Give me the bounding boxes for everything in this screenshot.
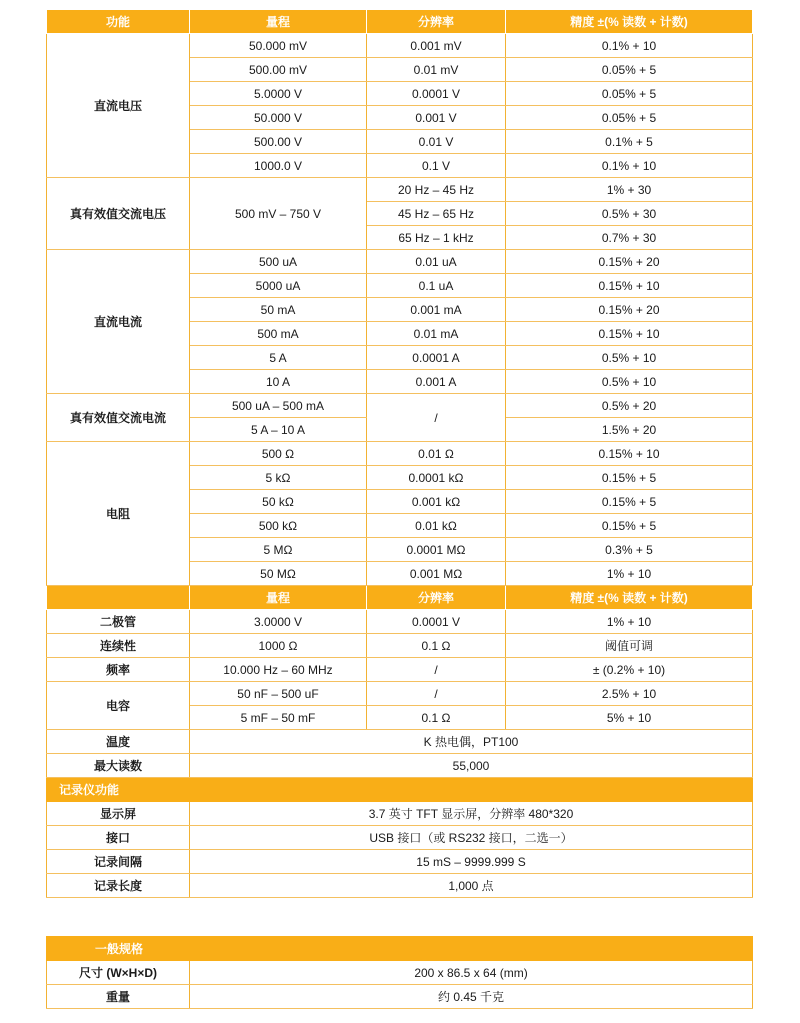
cell-range: 1000.0 V [190, 154, 367, 178]
section-header [47, 937, 753, 961]
cell-range: 50 mA [190, 298, 367, 322]
header-range: 量程 [190, 586, 367, 610]
table-row [47, 634, 753, 658]
cell-range: 50 kΩ [190, 490, 367, 514]
cell-resolution: 0.01 V [367, 130, 506, 154]
header-range: 量程 [190, 10, 367, 34]
table-row [47, 682, 753, 706]
cell-range: 500 Ω [190, 442, 367, 466]
cell-resolution: 45 Hz – 65 Hz [367, 202, 506, 226]
table-row [47, 442, 753, 466]
cell-range: 10 A [190, 370, 367, 394]
table-row [47, 961, 753, 985]
table-row [47, 178, 753, 202]
table-row [47, 874, 753, 898]
general-spec-table [46, 936, 753, 1009]
general-title: 一般规格 [47, 937, 753, 961]
cell-resolution: 0.0001 V [367, 610, 506, 634]
cell-accuracy: 0.15% + 10 [506, 322, 753, 346]
cell-resolution: 0.1 V [367, 154, 506, 178]
cell-range: 5.0000 V [190, 82, 367, 106]
cell-resolution: 0.01 mA [367, 322, 506, 346]
table-row [47, 34, 753, 58]
cell-accuracy: 0.15% + 20 [506, 298, 753, 322]
row-label: 重量 [47, 985, 190, 1009]
cell-resolution: 20 Hz – 45 Hz [367, 178, 506, 202]
cell-accuracy: 1% + 30 [506, 178, 753, 202]
frequency-label: 频率 [47, 658, 190, 682]
cell-resolution: / [367, 658, 506, 682]
row-value: 3.7 英寸 TFT 显示屏，分辨率 480*320 [190, 802, 753, 826]
cell-accuracy: 0.5% + 10 [506, 346, 753, 370]
dc-current-label: 直流电流 [47, 250, 190, 394]
cell-accuracy: ± (0.2% + 10) [506, 658, 753, 682]
cell-accuracy: 0.05% + 5 [506, 58, 753, 82]
row-value: 15 mS – 9999.999 S [190, 850, 753, 874]
cell-resolution: / [367, 394, 506, 442]
cell-resolution: 0.001 mV [367, 34, 506, 58]
ac-current-label: 真有效值交流电流 [47, 394, 190, 442]
resistance-label: 电阻 [47, 442, 190, 586]
capacitance-label: 电容 [47, 682, 190, 730]
table-header [47, 586, 753, 610]
cell-resolution: 0.001 V [367, 106, 506, 130]
cell-range: 50.000 mV [190, 34, 367, 58]
max-reading-value: 55,000 [190, 754, 753, 778]
cell-range: 50 nF – 500 uF [190, 682, 367, 706]
table-row [47, 802, 753, 826]
header-resolution: 分辨率 [367, 10, 506, 34]
table-row [47, 658, 753, 682]
cell-accuracy: 0.05% + 5 [506, 106, 753, 130]
cell-accuracy: 阈值可调 [506, 634, 753, 658]
cell-accuracy: 1.5% + 20 [506, 418, 753, 442]
cell-accuracy: 0.1% + 5 [506, 130, 753, 154]
cell-accuracy: 0.15% + 5 [506, 514, 753, 538]
cell-resolution: 0.1 uA [367, 274, 506, 298]
cell-accuracy: 2.5% + 10 [506, 682, 753, 706]
cell-range: 500 uA [190, 250, 367, 274]
row-value: USB 接口（或 RS232 接口，二选一） [190, 826, 753, 850]
cell-resolution: / [367, 682, 506, 706]
cell-accuracy: 0.5% + 20 [506, 394, 753, 418]
cell-resolution: 0.0001 V [367, 82, 506, 106]
temperature-value: K 热电偶，PT100 [190, 730, 753, 754]
cell-range: 10.000 Hz – 60 MHz [190, 658, 367, 682]
cell-range: 500 kΩ [190, 514, 367, 538]
cell-resolution: 0.001 kΩ [367, 490, 506, 514]
cell-resolution: 0.0001 A [367, 346, 506, 370]
header-accuracy: 精度 ±(% 读数 + 计数) [506, 586, 753, 610]
table-row [47, 850, 753, 874]
row-label: 显示屏 [47, 802, 190, 826]
cell-accuracy: 0.15% + 20 [506, 250, 753, 274]
cell-resolution: 0.01 mV [367, 58, 506, 82]
cell-accuracy: 0.1% + 10 [506, 34, 753, 58]
cell-resolution: 0.001 A [367, 370, 506, 394]
cell-range: 500.00 mV [190, 58, 367, 82]
cell-accuracy: 0.5% + 10 [506, 370, 753, 394]
row-value: 200 x 86.5 x 64 (mm) [190, 961, 753, 985]
table-row [47, 826, 753, 850]
header-accuracy: 精度 ±(% 读数 + 计数) [506, 10, 753, 34]
table-row [47, 610, 753, 634]
row-label: 接口 [47, 826, 190, 850]
spec-table [46, 9, 753, 898]
cell-accuracy: 1% + 10 [506, 562, 753, 586]
cell-accuracy: 0.15% + 5 [506, 466, 753, 490]
cell-range: 500 mV – 750 V [190, 178, 367, 250]
cell-range: 1000 Ω [190, 634, 367, 658]
cell-accuracy: 0.3% + 5 [506, 538, 753, 562]
ac-voltage-label: 真有效值交流电压 [47, 178, 190, 250]
cell-range: 50.000 V [190, 106, 367, 130]
cell-resolution: 0.001 MΩ [367, 562, 506, 586]
cell-range: 50 MΩ [190, 562, 367, 586]
row-value: 约 0.45 千克 [190, 985, 753, 1009]
table-header [47, 10, 753, 34]
cell-resolution: 0.001 mA [367, 298, 506, 322]
cell-resolution: 0.1 Ω [367, 634, 506, 658]
continuity-label: 连续性 [47, 634, 190, 658]
section-header [47, 778, 753, 802]
cell-range: 5 A [190, 346, 367, 370]
temperature-label: 温度 [47, 730, 190, 754]
cell-range: 5 MΩ [190, 538, 367, 562]
table-row [47, 394, 753, 418]
cell-resolution: 0.01 kΩ [367, 514, 506, 538]
row-value: 1,000 点 [190, 874, 753, 898]
cell-accuracy: 5% + 10 [506, 706, 753, 730]
max-reading-label: 最大读数 [47, 754, 190, 778]
cell-accuracy: 0.05% + 5 [506, 82, 753, 106]
cell-accuracy: 1% + 10 [506, 610, 753, 634]
header-function: 功能 [47, 10, 190, 34]
dc-voltage-label: 直流电压 [47, 34, 190, 178]
header-blank [47, 586, 190, 610]
cell-resolution: 0.01 Ω [367, 442, 506, 466]
table-row [47, 985, 753, 1009]
cell-accuracy: 0.5% + 30 [506, 202, 753, 226]
cell-accuracy: 0.7% + 30 [506, 226, 753, 250]
cell-resolution: 0.1 Ω [367, 706, 506, 730]
cell-accuracy: 0.1% + 10 [506, 154, 753, 178]
table-row [47, 250, 753, 274]
cell-accuracy: 0.15% + 5 [506, 490, 753, 514]
cell-range: 3.0000 V [190, 610, 367, 634]
row-label: 记录长度 [47, 874, 190, 898]
row-label: 尺寸 (W×H×D) [47, 961, 190, 985]
row-label: 记录间隔 [47, 850, 190, 874]
cell-range: 500 mA [190, 322, 367, 346]
header-resolution: 分辨率 [367, 586, 506, 610]
cell-range: 5000 uA [190, 274, 367, 298]
table-row [47, 754, 753, 778]
table-row [47, 730, 753, 754]
cell-range: 500 uA – 500 mA [190, 394, 367, 418]
cell-resolution: 65 Hz – 1 kHz [367, 226, 506, 250]
cell-range: 5 A – 10 A [190, 418, 367, 442]
cell-accuracy: 0.15% + 10 [506, 274, 753, 298]
recorder-title: 记录仪功能 [47, 778, 753, 802]
diode-label: 二极管 [47, 610, 190, 634]
cell-accuracy: 0.15% + 10 [506, 442, 753, 466]
cell-resolution: 0.0001 MΩ [367, 538, 506, 562]
cell-range: 500.00 V [190, 130, 367, 154]
cell-resolution: 0.0001 kΩ [367, 466, 506, 490]
cell-range: 5 mF – 50 mF [190, 706, 367, 730]
cell-range: 5 kΩ [190, 466, 367, 490]
cell-resolution: 0.01 uA [367, 250, 506, 274]
